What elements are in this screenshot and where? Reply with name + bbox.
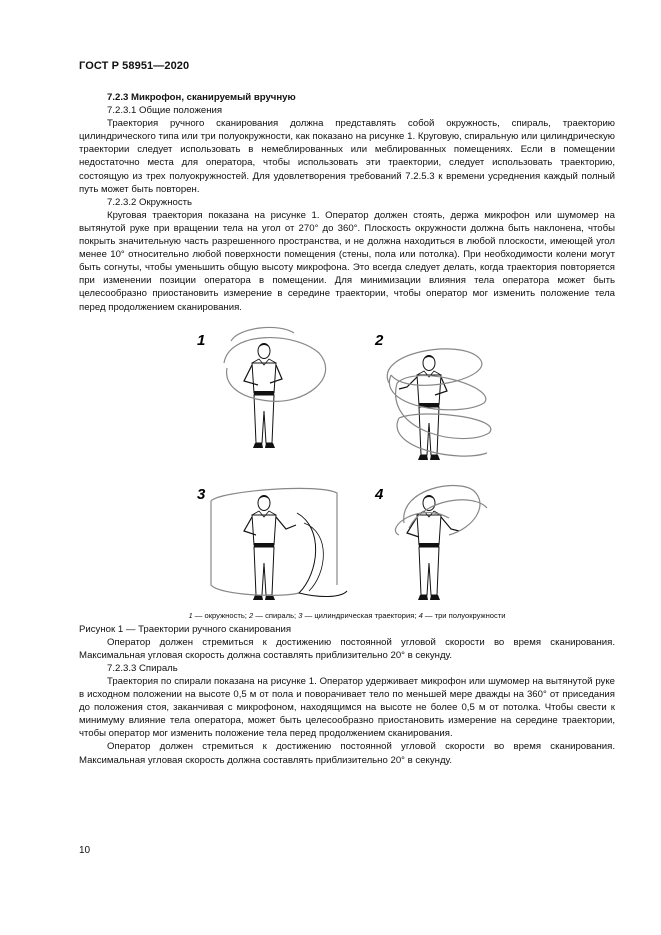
person-figure-1 xyxy=(244,343,282,448)
section-heading: 7.2.3 Микрофон, сканируемый вручную xyxy=(107,92,296,103)
person-figure-3 xyxy=(244,495,296,600)
document-header: ГОСТ Р 58951—2020 xyxy=(79,60,190,72)
panel-number-1: 1 xyxy=(197,331,206,349)
paragraph-angular-speed: Оператор должен стремиться к достижению постоянной угловой скорости во время сканирования. Максимальная угловая скорость должна составлять приблизительно 20° в секунду. xyxy=(79,636,615,661)
legend-item: 1 — окружность; xyxy=(188,610,250,620)
person-figure-2 xyxy=(399,355,447,460)
legend-item: 4 — три полуокружности xyxy=(418,610,506,620)
person-figure-4 xyxy=(407,495,459,600)
subsection-heading-spiral: 7.2.3.3 Спираль xyxy=(107,662,178,674)
paragraph-angular-speed-2: Оператор должен стремиться к достижению постоянной угловой скорости во время сканирования. Максимальная угловая скорость должна составлять приблизительно 20° в секунду. xyxy=(79,741,615,766)
paragraph-spiral: Траектория по спирали показана на рисунке 1. Оператор удерживает микрофон или шумомер на вытянутой руке в исходном положении на высоте 0,5 м от пола и поворачивает тело по меньшей мере дважды на 360° от приседания до положения стоя, заканчивая с микрофоном, находящимся на высоте не более 0,5 м от потолка. Чтобы свести к минимуму влияние тела оператора, может быть целесообразно приостановить измерение на середине траектории, чтобы оператор мог изменить положение тела перед продолжением сканирования. xyxy=(79,675,615,740)
trajectory-illustrations xyxy=(79,323,615,623)
subsection-heading-circle: 7.2.3.2 Окружность xyxy=(107,196,193,208)
legend-item: 2 — спираль; xyxy=(249,610,299,620)
panel-number-2: 2 xyxy=(375,331,384,349)
page-number: 10 xyxy=(79,845,91,856)
paragraph-circle: Круговая траектория показана на рисунке 1. Оператор должен стоять, держа микрофон или шумомер на вытянутой руке при вращении тела на угол от 270° до 360°. Плоскость окружности должна быть наклонена, чтобы покрыть значительную часть разрешенного пространства, и не должна находиться в любой плоскости, имеющей угол менее 10° относительно любой поверхности помещения (стены, пола или потолка). При необходимости колени могут быть согнуты, чтобы уменьшить общую высоту микрофона. Это всегда следует делать, когда траектория повторяется при изменении позиции оператора в помещении. Для минимизации влияния тела оператора может быть целесообразно приостановить измерение в середине траектории, чтобы оператор мог изменить положение тела перед продолжением сканирования. xyxy=(79,209,615,313)
legend-item: 3 — цилиндрическая траектория; xyxy=(298,610,419,620)
panel-number-3: 3 xyxy=(197,485,206,503)
figure-caption: Рисунок 1 — Траектории ручного сканирования xyxy=(79,623,292,635)
subsection-heading-general: 7.2.3.1 Общие положения xyxy=(107,105,223,117)
figure-scan-trajectories xyxy=(79,323,615,623)
paragraph-general: Траектория ручного сканирования должна представлять собой окружность, спираль, траекторию цилиндрического типа или три полуокружности, как показано на рисунке 1. Круговую, спиральную или цилиндрическую траектории следует использовать в немеблированных или меблированных помещениях. Если в помещении недостаточно места для оператора, чтобы использовать эти траектории, следует использовать траекторию, состоящую из трех полуокружностей. Для удовлетворения требований 7.2.5.3 к времени усреднения каждый полный путь может быть повторен. xyxy=(79,118,615,195)
page-content xyxy=(79,91,615,767)
figure-legend xyxy=(79,609,615,622)
semicircles-trajectory xyxy=(395,485,487,534)
panel-number-4: 4 xyxy=(375,485,384,503)
